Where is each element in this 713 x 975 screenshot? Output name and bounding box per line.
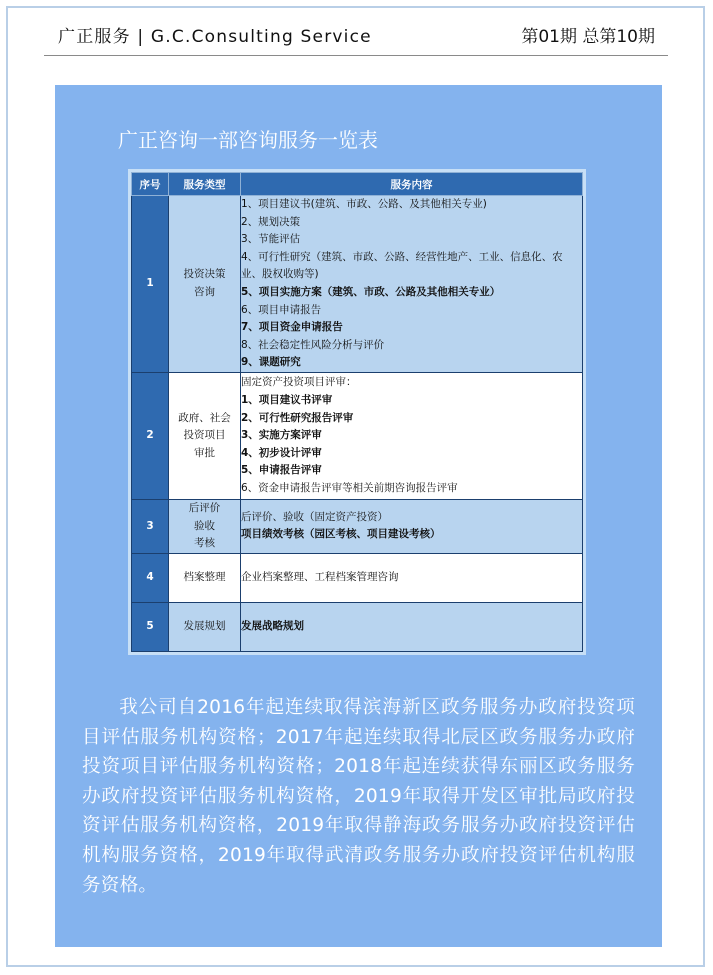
table-row <box>132 499 583 553</box>
table-header-row <box>132 173 583 196</box>
service-type-line: 考核 <box>194 537 215 550</box>
row-number: 2 <box>132 372 169 499</box>
service-type-line: 档案整理 <box>183 570 226 583</box>
header-divider <box>44 55 668 56</box>
header-left: 广正服务 | G.C.Consulting Service <box>58 27 372 47</box>
table-row <box>132 553 583 602</box>
content-line: 5、申请报告评审 <box>241 464 322 477</box>
service-type <box>169 372 241 499</box>
table-row <box>132 602 583 651</box>
service-content <box>241 553 583 602</box>
service-type-line: 后评价 <box>188 501 221 514</box>
service-content <box>241 499 583 553</box>
content-line: 4、可行性研究（建筑、市政、公路、经营性地产、工业、信息化、农业、股权收购等) <box>241 250 563 281</box>
header-right: 第01期 总第10期 <box>521 27 655 47</box>
content-line: 6、资金申请报告评审等相关前期咨询报告评审 <box>241 481 458 494</box>
content-line: 3、节能评估 <box>241 233 301 246</box>
row-number: 5 <box>132 602 169 651</box>
content-line: 7、项目资金申请报告 <box>241 321 343 334</box>
content-line: 4、初步设计评审 <box>241 446 322 459</box>
qualification-paragraph: 我公司自2016年起连续取得滨海新区政务服务办政府投资项目评估服务机构资格；2017年起连续取得北辰区政务服务办政府投资项目评估服务机构资格；2018年起连续获得东丽区政务服务办政府投资评估服务机构资格，2019年取得开发区审批局政府投资评估服务机构资格，2019年取得静海政务服务办政府投资评估机构服务资格，2019年取得武清政务服务办政府投资评估机构服务资格。 <box>82 697 635 896</box>
content-line: 1、项目建议书(建筑、市政、公路、及其他相关专业) <box>241 198 487 210</box>
service-type-line: 咨询 <box>194 285 215 298</box>
table-row <box>132 372 583 499</box>
service-type-line: 投资项目 <box>183 429 226 442</box>
content-line: 1、项目建议书评审 <box>241 393 333 406</box>
service-content <box>241 372 583 499</box>
content-line: 后评价、验收（固定资产投资） <box>241 510 388 523</box>
service-content <box>241 196 583 373</box>
content-line: 企业档案整理、工程档案管理咨询 <box>241 570 399 583</box>
service-type <box>169 196 241 373</box>
service-type-line: 发展规划 <box>183 619 226 632</box>
content-line: 2、可行性研究报告评审 <box>241 411 354 424</box>
content-line: 项目绩效考核（园区考核、项目建设考核） <box>241 528 441 541</box>
content-line: 5、项目实施方案（建筑、市政、公路及其他相关专业） <box>241 285 501 298</box>
content-line: 8、社会稳定性风险分析与评价 <box>241 338 385 351</box>
service-content <box>241 602 583 651</box>
col-header-type: 服务类型 <box>169 173 241 196</box>
row-number: 3 <box>132 499 169 553</box>
service-type <box>169 553 241 602</box>
table-row <box>132 196 583 373</box>
content-line: 固定资产投资项目评审： <box>241 376 357 389</box>
service-type <box>169 499 241 553</box>
table-title: 广正咨询一部咨询服务一览表 <box>118 128 378 152</box>
service-type <box>169 602 241 651</box>
service-type-line: 政府、社会 <box>178 411 231 424</box>
col-header-num: 序号 <box>132 173 169 196</box>
row-number: 4 <box>132 553 169 602</box>
content-line: 发展战略规划 <box>241 619 304 632</box>
content-line: 6、项目申请报告 <box>241 303 322 316</box>
service-table <box>131 172 583 652</box>
service-type-line: 验收 <box>194 519 215 532</box>
col-header-content: 服务内容 <box>241 173 583 196</box>
content-line: 9、课题研究 <box>241 356 301 369</box>
row-number: 1 <box>132 196 169 373</box>
content-line: 2、规划决策 <box>241 215 301 228</box>
content-line: 3、实施方案评审 <box>241 429 322 442</box>
service-type-line: 审批 <box>194 446 215 459</box>
service-type-line: 投资决策 <box>183 268 226 281</box>
